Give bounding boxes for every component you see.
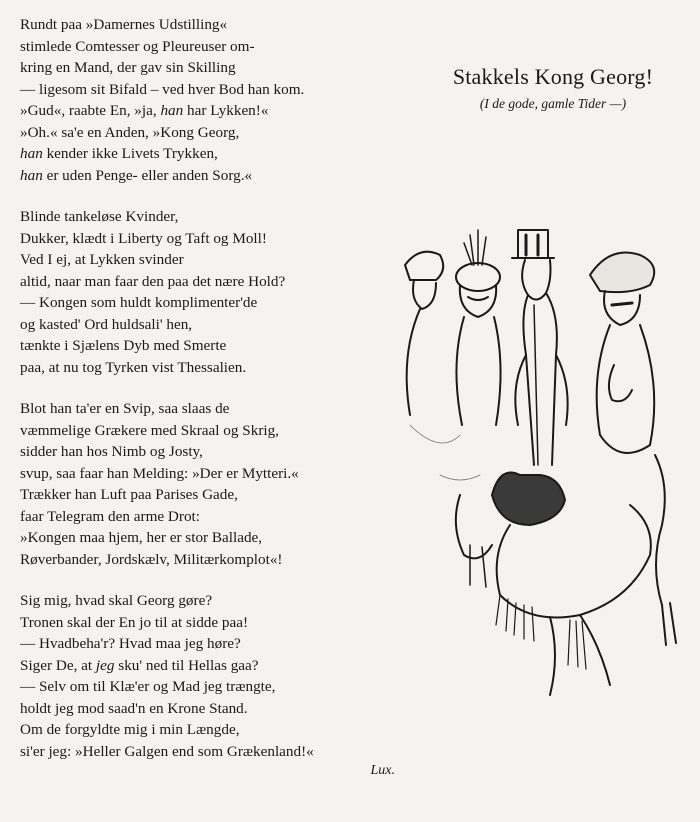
poem-line: Blinde tankeløse Kvinder, bbox=[20, 208, 179, 225]
crouching-figure bbox=[456, 473, 651, 696]
page-title: Stakkels Kong Georg! bbox=[452, 64, 654, 89]
poem-line: Røverbander, Jordskælv, Militærkomplot«! bbox=[20, 550, 283, 568]
poem-line: Dukker, klædt i Liberty og Taft og Moll! bbox=[20, 229, 267, 247]
poem-line: Tronen skal der En jo til at sidde paa! bbox=[20, 613, 249, 631]
top-hat-figure bbox=[512, 230, 568, 465]
poem-line: si'er jeg: »Heller Galgen end som Grækenland!« bbox=[20, 742, 314, 760]
poem-line: Sig mig, hvad skal Georg gøre? bbox=[20, 592, 213, 609]
poem-line: — Kongen som huldt komplimenter'de bbox=[20, 294, 258, 311]
right-figure bbox=[655, 455, 676, 645]
large-hat-figure bbox=[590, 253, 654, 454]
poem-line: kring en Mand, der gav sin Skilling bbox=[20, 59, 236, 76]
poem-line: Siger De, at jeg sku' ned til Hellas gaa? bbox=[20, 656, 259, 674]
stanza-4 bbox=[20, 590, 395, 782]
poem-line: og kasted' Ord huldsali' hen, bbox=[20, 315, 193, 333]
fringe-detail bbox=[496, 595, 586, 669]
stanza-3 bbox=[20, 398, 395, 570]
poem-line: svup, saa faar han Melding: »Der er Mytteri.« bbox=[20, 464, 299, 482]
poem-line: Blot han ta'er en Svip, saa slaas de bbox=[20, 400, 230, 417]
page-subtitle: (I de gode, gamle Tider —) bbox=[479, 96, 627, 111]
poem-line: Om de forgyldte mig i min Længde, bbox=[20, 721, 240, 738]
stanza-1 bbox=[20, 14, 395, 186]
poem-line: »Oh.« sa'e en Anden, »Kong Georg, bbox=[20, 123, 240, 141]
poem-line: tænkte i Sjælens Dyb med Smerte bbox=[20, 337, 227, 354]
poem-line: »Gud«, raabte En, »ja, han har Lykken!« bbox=[20, 102, 269, 119]
poem-line: Ved I ej, at Lykken svinder bbox=[20, 251, 184, 268]
author-signature: Lux. bbox=[370, 763, 395, 778]
poem-line: han kender ikke Livets Trykken, bbox=[20, 145, 218, 162]
feather-hat-figure bbox=[456, 230, 501, 425]
poem-line: — Selv om til Klæ'er og Mad jeg trængte, bbox=[20, 678, 276, 695]
caricature-illustration bbox=[400, 225, 696, 700]
poem-line: Trækker han Luft paa Parises Gade, bbox=[20, 486, 238, 503]
poem-line: — ligesom sit Bifald – ved hver Bod han kom. bbox=[20, 80, 305, 98]
illustration-column bbox=[400, 0, 700, 822]
poem-line: »Kongen maa hjem, her er stor Ballade, bbox=[20, 529, 263, 546]
poem-line: han er uden Penge- eller anden Sorg.« bbox=[20, 166, 253, 184]
small-hat-figure bbox=[405, 252, 443, 415]
poem-line: væmmelige Grækere med Skraal og Skrig, bbox=[20, 421, 279, 439]
poem-line: — Hvadbeha'r? Hvad maa jeg høre? bbox=[20, 635, 241, 652]
poem bbox=[20, 14, 395, 782]
poem-line: sidder han hos Nimb og Josty, bbox=[20, 443, 203, 460]
poem-line: Rundt paa »Damernes Udstilling« bbox=[20, 16, 228, 33]
poem-line: paa, at nu tog Tyrken vist Thessalien. bbox=[20, 358, 247, 376]
poem-line: stimlede Comtesser og Pleureuser om- bbox=[20, 37, 255, 55]
stanza-2 bbox=[20, 206, 395, 378]
poem-line: altid, naar man faar den paa det nære Hold? bbox=[20, 272, 286, 290]
poem-line: faar Telegram den arme Drot: bbox=[20, 507, 200, 525]
poem-line: holdt jeg mod saad'n en Krone Stand. bbox=[20, 699, 248, 717]
